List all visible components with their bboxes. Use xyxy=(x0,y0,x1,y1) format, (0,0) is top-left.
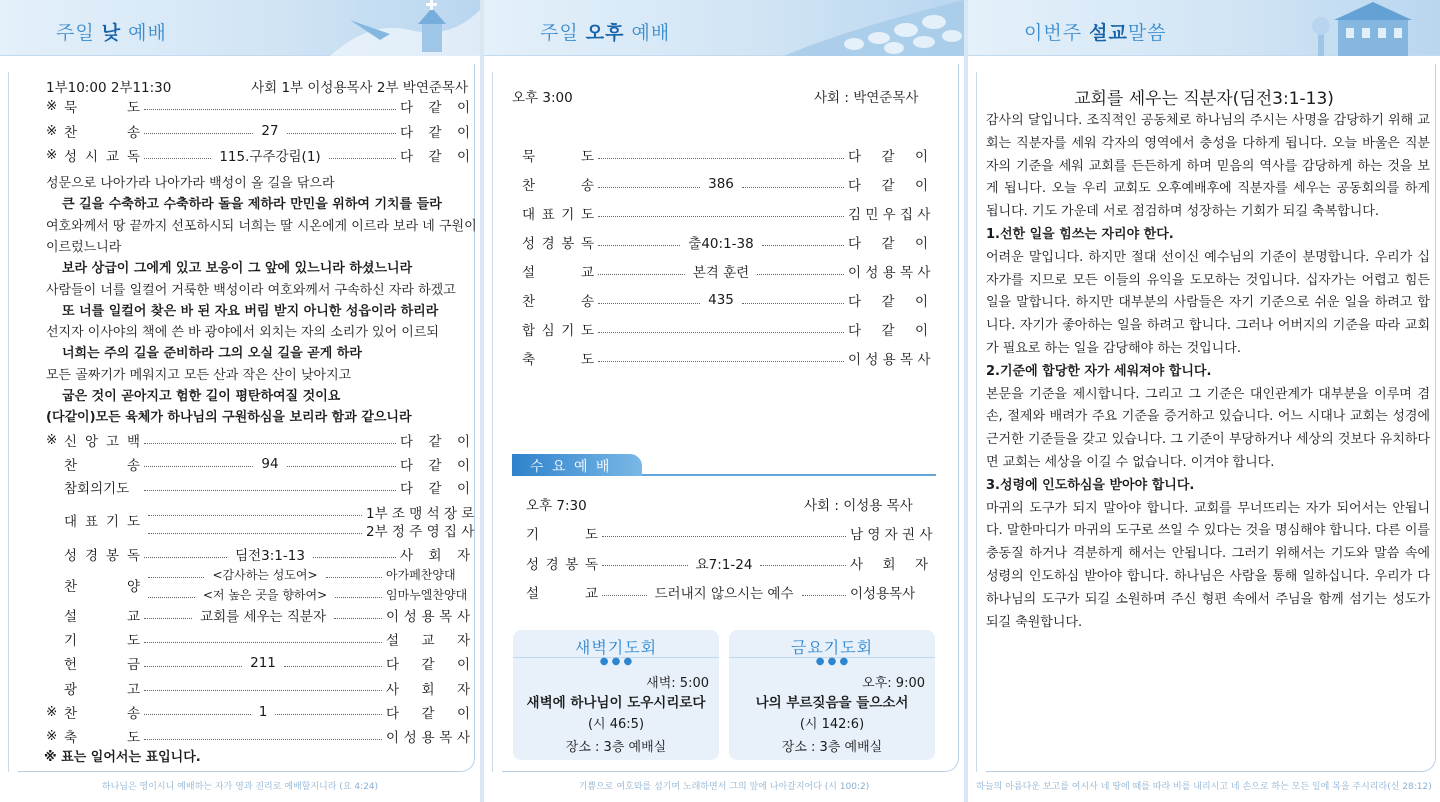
item-leader: 다 같 이 xyxy=(386,705,470,722)
leader-dots xyxy=(284,666,382,667)
panel-title: 이번주 설교말씀 xyxy=(1024,22,1167,44)
responsive-reading-line: 모든 골짜기가 메워지고 모든 산과 작은 산이 낮아지고 xyxy=(46,367,352,383)
leader-dots xyxy=(144,133,253,134)
item-leader: 이 성 용 목 사 xyxy=(848,352,931,368)
item-name: 묵 도 xyxy=(64,100,140,116)
worship-item xyxy=(526,553,928,573)
prayer-line-2: 2부 정 주 영 집 사 xyxy=(144,520,470,540)
wednesday-section-header: 수 요 예 배 xyxy=(512,454,936,476)
leader-dots xyxy=(144,443,396,444)
item-name: 대 표 기 도 xyxy=(522,207,594,223)
worship-item xyxy=(46,121,470,141)
item-detail: 드러내지 않으시는 예수 xyxy=(651,582,798,602)
responsive-reading-line: 너희는 주의 길을 준비하라 그의 오실 길을 곧게 하라 xyxy=(62,346,362,362)
item-name: 찬 송 xyxy=(64,705,140,722)
sermon-paragraph: 감사의 달입니다. 조직적인 공동체로 하나님의 주시는 사명을 감당하기 위해 교회는 직분자를 세워 각자의 영역에서 충성을 다하게 됩니다. 오늘 바울은 직분자의 기준을 세워 교회를 든든하게 하며 믿음의 역사를 감당하게 하는 것을 보게 됩니다. 오늘 우리 교회도 오후예배후에 직분자를 세우는 공동회의를 하게 됩니다. 기도 가운데 서로 점검하며 성장하는 기회가 되길 축복합니다. xyxy=(986,113,1430,220)
leader-dots xyxy=(144,666,242,667)
worship-item xyxy=(46,145,470,165)
item-detail: 94 xyxy=(257,456,282,472)
leader-dots xyxy=(598,245,680,246)
wednesday-time: 오후 7:30 xyxy=(526,498,587,514)
worship-item xyxy=(522,261,931,281)
panel-banner xyxy=(968,0,1440,56)
item-detail: 211 xyxy=(246,655,280,671)
item-leader: 다 같 이 xyxy=(386,657,470,674)
standing-note: ※ 표는 일어서는 표입니다. xyxy=(44,750,201,765)
item-leader: 다 같 이 xyxy=(400,124,470,141)
worship-item xyxy=(526,582,928,602)
worship-item xyxy=(522,174,928,194)
worship-item: 성 경 봉 독 딤전3:1-13 사 회 자 xyxy=(46,544,470,564)
item-name: 설 교 xyxy=(522,265,594,281)
box-message: 나의 부르짖음을 들으소서 xyxy=(755,695,909,711)
item-leader: 설 교 자 xyxy=(386,633,470,650)
item-name: 참회의기도 xyxy=(64,481,130,497)
item-leader: 다 같 이 xyxy=(848,178,928,194)
church-building-icon xyxy=(1308,0,1440,56)
item-leader: 남 영 자 권 사 xyxy=(850,527,933,543)
item-name: 찬 송 xyxy=(522,294,594,310)
responsive-reading-line: 굽은 것이 곧아지고 험한 길이 평탄하여질 것이요 xyxy=(62,389,341,404)
sermon-body xyxy=(986,110,1430,634)
item-leader: 다 같 이 xyxy=(400,481,470,497)
item-leader: 다 같 이 xyxy=(848,294,928,310)
item-leader: 다 같 이 xyxy=(400,457,470,474)
leader-dots xyxy=(598,187,700,188)
worship-item xyxy=(46,678,470,698)
responsive-reading-line: 선지자 이사야의 책에 쓴 바 광야에서 외치는 자의 소리가 있어 이르되 xyxy=(46,325,439,341)
worship-item xyxy=(522,145,928,165)
leader-dots xyxy=(329,158,396,159)
worship-item xyxy=(522,348,931,368)
standing-mark: ※ xyxy=(46,728,58,744)
leader-dots xyxy=(598,216,844,217)
standing-mark: ※ xyxy=(46,122,58,139)
worship-item: 찬 양 xyxy=(64,579,140,595)
item-name: 설 교 xyxy=(64,609,140,625)
leader-dots xyxy=(144,490,396,491)
item-detail: 출40:1-38 xyxy=(684,232,757,252)
leader-dots xyxy=(287,133,396,134)
item-name: 신 앙 고 백 xyxy=(64,434,140,450)
item-leader: 다 같 이 xyxy=(400,434,470,450)
responsive-reading-line: 보라 상급이 그에게 있고 보응이 그 앞에 있느니라 하셨느니라 xyxy=(62,261,413,277)
item-detail: 교회를 세우는 직분자 xyxy=(196,605,330,625)
leader-dots xyxy=(334,618,382,619)
leader-dots xyxy=(144,109,396,110)
item-name: 묵 도 xyxy=(522,149,594,165)
leader-dots xyxy=(602,565,688,566)
leader-dots xyxy=(275,714,382,715)
anthem-line-2: <저 높은 곳을 향하여> 임마누엘찬양대 xyxy=(144,586,470,603)
dots-decoration: ● ● ● xyxy=(815,656,849,667)
box-reference: (시 142:6) xyxy=(799,717,865,732)
item-leader: 다 같 이 xyxy=(848,323,928,339)
item-name: 헌 금 xyxy=(64,657,140,674)
sermon-title: 교회를 세우는 직분자(딤전3:1-13) xyxy=(1074,89,1334,109)
box-time: 새벽: 5:00 xyxy=(646,676,709,691)
panel-banner xyxy=(0,0,480,56)
worship-item xyxy=(46,454,470,474)
item-detail: 1 xyxy=(255,704,272,720)
leader-dots xyxy=(762,245,844,246)
item-name: 찬 송 xyxy=(64,457,140,474)
leader-dots xyxy=(598,274,685,275)
standing-mark: ※ xyxy=(46,98,58,114)
leader-dots xyxy=(742,187,844,188)
standing-mark: ※ xyxy=(46,703,58,720)
sheep-illustration-icon xyxy=(784,0,964,56)
item-name: 찬 송 xyxy=(522,178,594,194)
footer-verse: 기쁨으로 여호와를 섬기며 노래하면서 그의 앞에 나아갈지어다 (시 100:2) xyxy=(578,782,870,792)
wednesday-presider: 사회 : 이성용 목사 xyxy=(804,498,913,514)
worship-item xyxy=(46,653,470,673)
item-detail: 본격 훈련 xyxy=(689,261,753,281)
worship-item xyxy=(46,726,470,746)
item-leader: 이성용목사 xyxy=(850,586,916,602)
footer-verse: 하나님은 영이시니 예배하는 자가 영과 진리로 예배할지니라 (요 4:24) xyxy=(101,782,379,792)
worship-item xyxy=(522,290,928,310)
panel-banner xyxy=(484,0,964,56)
leader-dots xyxy=(598,158,844,159)
sermon-point-heading: 2.기준에 합당한 자가 세워져야 합니다. xyxy=(986,363,1212,379)
leader-dots xyxy=(144,739,382,740)
leader-dots xyxy=(287,466,396,467)
leader-dots xyxy=(144,714,251,715)
afternoon-time: 오후 3:00 xyxy=(512,90,573,106)
sunday-morning-panel xyxy=(0,0,480,802)
item-leader: 사 회 자 xyxy=(386,681,470,698)
responsive-reading-line: 이르렀느니라 xyxy=(46,239,122,255)
standing-mark: ※ xyxy=(46,432,58,448)
box-reference: (시 46:5) xyxy=(587,717,645,732)
responsive-reading-line: 사람들이 너를 일컬어 거룩한 백성이라 여호와께서 구속하신 자라 하겠고 xyxy=(46,282,456,298)
anthem-line-1: <감사하는 성도여> 아가페찬양대 xyxy=(144,566,470,583)
standing-mark: ※ xyxy=(46,147,58,163)
panel-title: 주일 오후 예배 xyxy=(540,22,671,44)
leader-dots xyxy=(802,595,847,596)
worship-item xyxy=(522,319,928,339)
presider: 사회 1부 이성용목사 2부 박연준목사 xyxy=(251,80,468,96)
item-name: 성 경 봉 독 xyxy=(526,556,598,573)
box-title: 금요기도회 xyxy=(729,630,935,658)
item-name: 기 도 xyxy=(64,633,140,650)
item-detail: 435 xyxy=(704,292,738,308)
item-name: 축 도 xyxy=(64,730,140,746)
leader-dots xyxy=(144,642,382,643)
item-name: 성 시 교 독 xyxy=(64,149,140,165)
afternoon-presider: 사회 : 박연준목사 xyxy=(814,90,919,106)
leader-dots xyxy=(602,536,846,537)
sermon-paragraph: 본문을 기준을 제시합니다. 그리고 그 기준은 대인관계가 대부분을 이루며 겸손, 절제와 배려가 주요 기준을 증거하고 있습니다. 어느 시대나 교회는 성경에 근거한 기준들을 갖고 있습니다. 그 기준이 부당하거나 세상의 것보다 유치하다면 교회는 세상을 이길 수 없습니다. 이겨야 합니다. xyxy=(986,386,1430,470)
item-name: 기 도 xyxy=(526,527,598,543)
friday-prayer-box xyxy=(729,630,935,760)
leader-dots xyxy=(598,332,844,333)
box-time: 오후: 9:00 xyxy=(862,676,925,691)
box-message: 새벽에 하나님이 도우시리로다 xyxy=(526,695,706,711)
service-times: 1부10:00 2부11:30 xyxy=(46,80,172,96)
sermon-paragraph: 어려운 말입니다. 하지만 절대 선이신 예수님의 기준이 분명합니다. 우리가 십자가를 지므로 모든 이들의 유익을 도모하는 것입니다. 십자가는 어렵고 힘든 일을 말합니다. 하지만 대부분의 사람들은 자기 기준으로 쉬운 일을 하려고 합니다. 자기가 좋아하는 일을 하려고 합니다. 그러나 어버지의 기준을 따라 교회가 필요로 하는 일을 감당해야 하는 것입니다. xyxy=(986,249,1430,356)
item-leader: 김 민 우 집 사 xyxy=(848,207,931,223)
sermon-paragraph: 마귀의 도구가 되지 말아야 합니다. 교회를 무너뜨리는 자가 되어서는 안됩니다. 말한마디가 마귀의 도구로 쓰일 수 있다는 것을 명심해야 합니다. 다른 이를 충동질 하거나 격분하게 해서는 안됩니다. 그러기 위해서는 기도와 말씀 속에 성령의 인도하심 받아야 합니다. 하나님은 사람을 통해 일하십니다. 우리가 다 하나님의 도구가 되길 소원하며 주신 형편 속에서 주님을 함께 섬기는 성도가 되길 축원합니다. xyxy=(986,500,1430,630)
leader-dots xyxy=(144,158,211,159)
item-leader: 이 성 용 목 사 xyxy=(386,730,470,746)
leader-dots xyxy=(742,303,844,304)
box-place: 장소 : 3층 예배실 xyxy=(781,740,883,755)
leader-dots xyxy=(598,361,844,362)
panel-title: 주일 낮 예배 xyxy=(56,22,167,44)
item-detail: 115.구주강림(1) xyxy=(215,145,324,165)
item-leader: 다 같 이 xyxy=(400,149,471,165)
item-name: 축 도 xyxy=(522,352,594,368)
responsive-reading-line: 성문으로 나아가라 나아가라 백성이 올 길을 닦으라 xyxy=(46,176,335,191)
item-name: 합 심 기 도 xyxy=(522,323,594,339)
item-name: 설 교 xyxy=(526,586,598,602)
item-detail: 요7:1-24 xyxy=(692,553,757,573)
leader-dots xyxy=(757,274,844,275)
leader-dots xyxy=(602,595,647,596)
item-detail: 386 xyxy=(704,176,738,192)
worship-item xyxy=(46,96,470,116)
worship-item xyxy=(522,232,928,252)
church-illustration-icon xyxy=(330,0,480,56)
responsive-reading-line: 여호와께서 땅 끝까지 선포하시되 너희는 딸 시온에게 이르라 보라 네 구원이 xyxy=(46,218,477,234)
leader-dots xyxy=(144,618,192,619)
sermon-point-heading: 3.성령에 인도하심을 받아야 합니다. xyxy=(986,477,1195,493)
worship-item xyxy=(526,523,933,543)
dots-decoration: ● ● ● xyxy=(599,656,633,667)
worship-item xyxy=(46,702,470,722)
item-leader: 다 같 이 xyxy=(400,100,470,116)
item-leader: 사 회 자 xyxy=(850,556,929,573)
item-name: 광 고 xyxy=(64,681,140,698)
item-leader: 다 같 이 xyxy=(848,149,928,165)
item-detail: 27 xyxy=(257,123,282,139)
responsive-reading-line: 또 너를 일컬어 찾은 바 된 자요 버림 받지 아니한 성읍이라 하리라 xyxy=(62,303,439,319)
responsive-reading-line: (다같이)모든 육체가 하나님의 구원하심을 보리라 함과 같으니라 xyxy=(46,410,412,426)
dawn-prayer-box xyxy=(513,630,719,760)
item-leader: 다 같 이 xyxy=(848,236,928,252)
worship-item xyxy=(46,430,470,450)
responsive-reading-line: 큰 길을 수축하고 수축하라 돌을 제하라 만민을 위하여 기치를 들라 xyxy=(62,197,442,213)
worship-item xyxy=(46,629,470,649)
leader-dots xyxy=(144,466,253,467)
prayer-line-1: 1부 조 맹 석 장 로 xyxy=(144,502,470,522)
worship-item xyxy=(46,605,470,625)
worship-item xyxy=(46,477,470,497)
leader-dots xyxy=(760,565,846,566)
box-place: 장소 : 3층 예배실 xyxy=(565,740,667,755)
worship-item: 대 표 기 도 xyxy=(64,514,140,530)
item-name: 성 경 봉 독 xyxy=(522,236,594,252)
footer-verse: 하늘의 아름다운 보고를 여시사 네 땅에 때를 따라 비를 내리시고 네 손으로 하는 모든 일에 복을 주시리라(신 28:12) xyxy=(976,782,1432,792)
item-name: 찬 송 xyxy=(64,124,140,141)
leader-dots xyxy=(598,303,700,304)
item-leader: 이 성 용 목 사 xyxy=(848,265,931,281)
worship-item xyxy=(522,203,931,223)
leader-dots xyxy=(144,690,382,691)
item-leader: 이 성 용 목 사 xyxy=(386,609,471,625)
box-title: 새벽기도회 xyxy=(513,630,719,658)
sermon-point-heading: 1.선한 일을 힘쓰는 자리야 한다. xyxy=(986,226,1174,242)
